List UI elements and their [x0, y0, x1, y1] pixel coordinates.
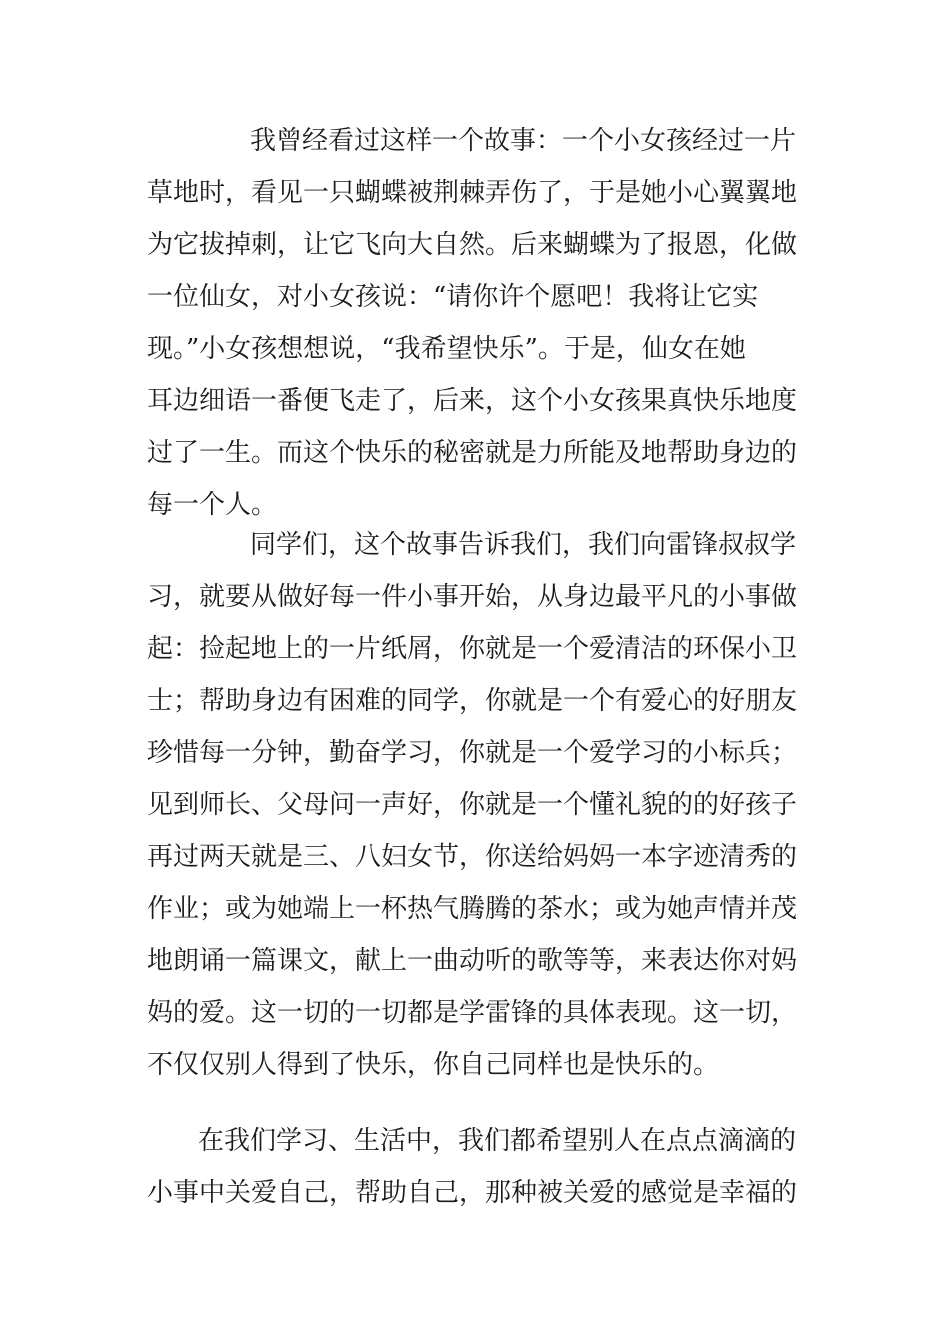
- paragraph-1-line-7: 过了一生。而这个快乐的秘密就是力所能及地帮助身边的: [147, 438, 798, 468]
- paragraph-2-line-4: 士；帮助身边有困难的同学，你就是一个有爱心的好朋友: [147, 686, 798, 716]
- paragraph-3-line-2: 小事中关爱自己，帮助自己，那种被关爱的感觉是幸福的: [147, 1178, 798, 1208]
- paragraph-1-line-8: 每一个人。: [147, 490, 278, 520]
- paragraph-2-line-3: 起：捡起地上的一片纸屑，你就是一个爱清洁的环保小卫: [147, 634, 798, 664]
- paragraph-2-line-1: 同学们，这个故事告诉我们，我们向雷锋叔叔学: [250, 530, 797, 560]
- paragraph-2-line-11: 不仅仅别人得到了快乐，你自己同样也是快乐的。: [147, 1050, 720, 1080]
- paragraph-3-line-1: 在我们学习、生活中，我们都希望别人在点点滴滴的: [198, 1126, 797, 1156]
- paragraph-2-line-2: 习，就要从做好每一件小事开始，从身边最平凡的小事做: [147, 582, 798, 612]
- paragraph-2-line-9: 地朗诵一篇课文，献上一曲动听的歌等等，来表达你对妈: [147, 946, 798, 976]
- paragraph-1-line-5: 现。”小女孩想想说，“我希望快乐”。于是，仙女在她: [147, 334, 746, 364]
- paragraph-2-line-5: 珍惜每一分钟，勤奋学习，你就是一个爱学习的小标兵；: [147, 738, 798, 768]
- paragraph-2-line-7: 再过两天就是三、八妇女节，你送给妈妈一本字迹清秀的: [147, 842, 798, 872]
- paragraph-2-line-6: 见到师长、父母问一声好，你就是一个懂礼貌的的好孩子: [147, 790, 798, 820]
- paragraph-2-line-8: 作业；或为她端上一杯热气腾腾的茶水；或为她声情并茂: [147, 894, 798, 924]
- paragraph-2-line-10: 妈的爱。这一切的一切都是学雷锋的具体表现。这一切，: [147, 998, 798, 1028]
- paragraph-1-line-4: 一位仙女，对小女孩说：“请你许个愿吧！我将让它实: [147, 282, 759, 312]
- paragraph-1-line-6: 耳边细语一番便飞走了，后来，这个小女孩果真快乐地度: [147, 386, 798, 416]
- paragraph-1-line-3: 为它拔掉刺，让它飞向大自然。后来蝴蝶为了报恩，化做: [147, 230, 798, 260]
- paragraph-1-line-2: 草地时，看见一只蝴蝶被荆棘弄伤了，于是她小心翼翼地: [147, 178, 798, 208]
- paragraph-1-line-1: 我曾经看过这样一个故事：一个小女孩经过一片: [250, 126, 797, 156]
